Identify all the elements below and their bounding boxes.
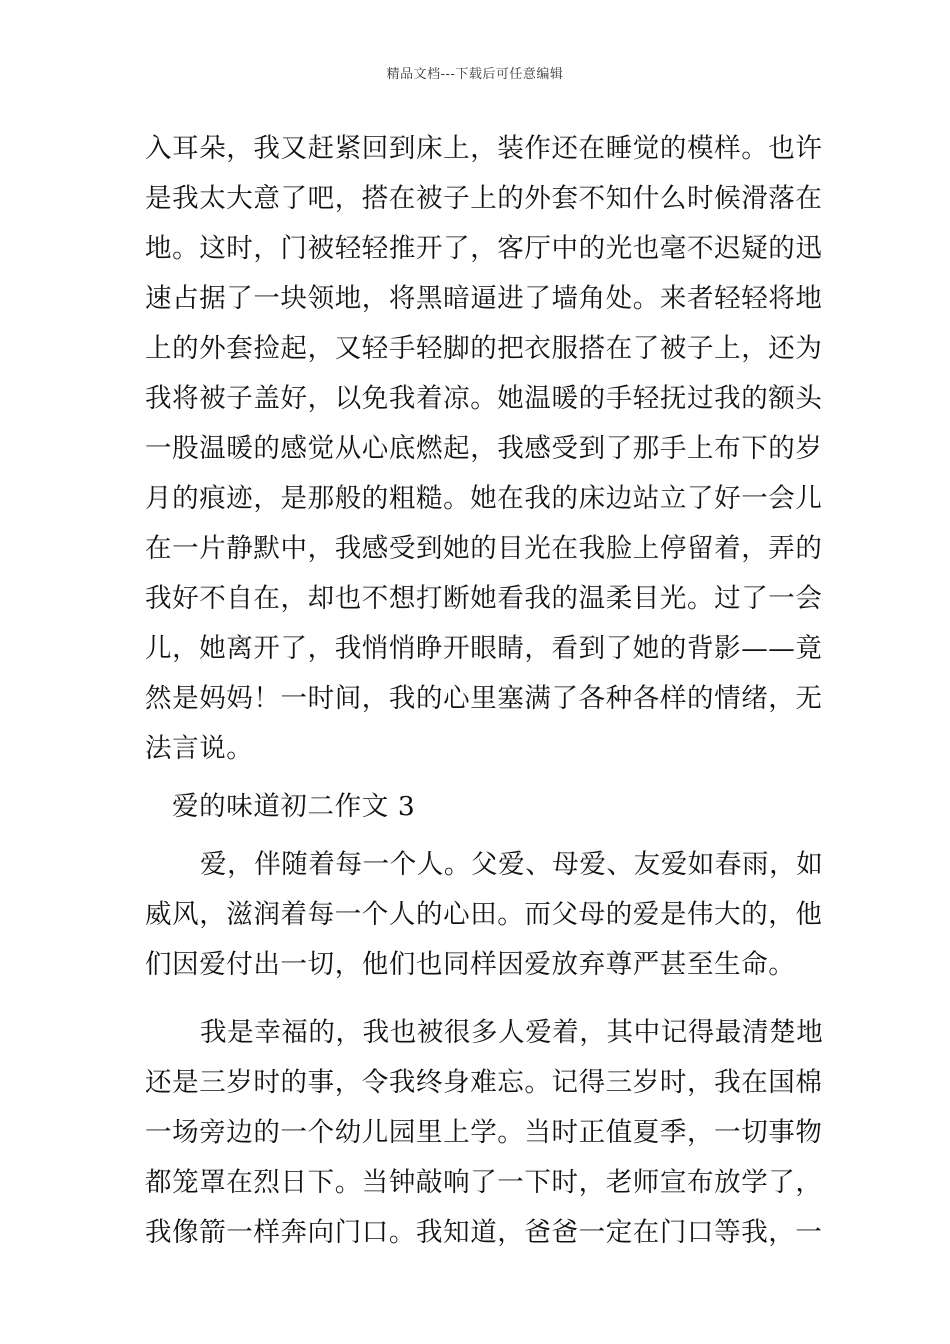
text-line: 儿，她离开了，我悄悄睁开眼睛，看到了她的背影——竟 <box>145 633 823 664</box>
text-line: 威风，滋润着每一个人的心田。而父母的爱是伟大的，他 <box>145 899 823 930</box>
text-line: 我是幸福的，我也被很多人爱着，其中记得最清楚地 <box>200 1017 824 1048</box>
text-line: 还是三岁时的事，令我终身难忘。记得三岁时，我在国棉 <box>145 1067 823 1098</box>
paragraph-3 <box>145 1008 824 1258</box>
text-line: 都笼罩在烈日下。当钟敲响了一下时，老师宣布放学了， <box>145 1167 823 1198</box>
text-line: 入耳朵，我又赶紧回到床上，装作还在睡觉的模样。也许 <box>145 133 823 164</box>
text-line: 是我太大意了吧，搭在被子上的外套不知什么时候滑落在 <box>145 183 823 214</box>
text-line: 我将被子盖好，以免我着凉。她温暖的手轻抚过我的额头 <box>145 383 823 414</box>
text-line: 一场旁边的一个幼儿园里上学。当时正值夏季，一切事物 <box>145 1117 823 1148</box>
text-line: 上的外套捡起，又轻手轻脚的把衣服搭在了被子上，还为 <box>145 333 823 364</box>
document-body <box>145 124 824 1258</box>
paragraph-1 <box>145 124 823 774</box>
page-header: 精品文档---下载后可任意编辑 <box>386 67 564 82</box>
text-line: 速占据了一块领地，将黑暗逼进了墙角处。来者轻轻将地 <box>145 283 823 314</box>
section-title: 爱的味道初二作文 3 <box>172 791 416 822</box>
text-line: 在一片静默中，我感受到她的目光在我脸上停留着，弄的 <box>145 533 823 564</box>
paragraph-2 <box>145 840 824 990</box>
text-line: 我像箭一样奔向门口。我知道，爸爸一定在门口等我，一 <box>145 1217 823 1248</box>
text-line: 地。这时，门被轻轻推开了，客厅中的光也毫不迟疑的迅 <box>145 233 823 264</box>
text-line: 们因爱付出一切，他们也同样因爱放弃尊严甚至生命。 <box>145 949 796 980</box>
text-line: 一股温暖的感觉从心底燃起，我感受到了那手上布下的岁 <box>145 433 823 464</box>
text-line: 我好不自在，却也不想打断她看我的温柔目光。过了一会 <box>145 583 823 614</box>
text-line: 然是妈妈！一时间，我的心里塞满了各种各样的情绪，无 <box>145 683 823 714</box>
text-line: 爱，伴随着每一个人。父爱、母爱、友爱如春雨，如 <box>200 849 824 880</box>
text-line: 月的痕迹，是那般的粗糙。她在我的床边站立了好一会儿 <box>145 483 823 514</box>
text-line: 法言说。 <box>145 733 254 764</box>
